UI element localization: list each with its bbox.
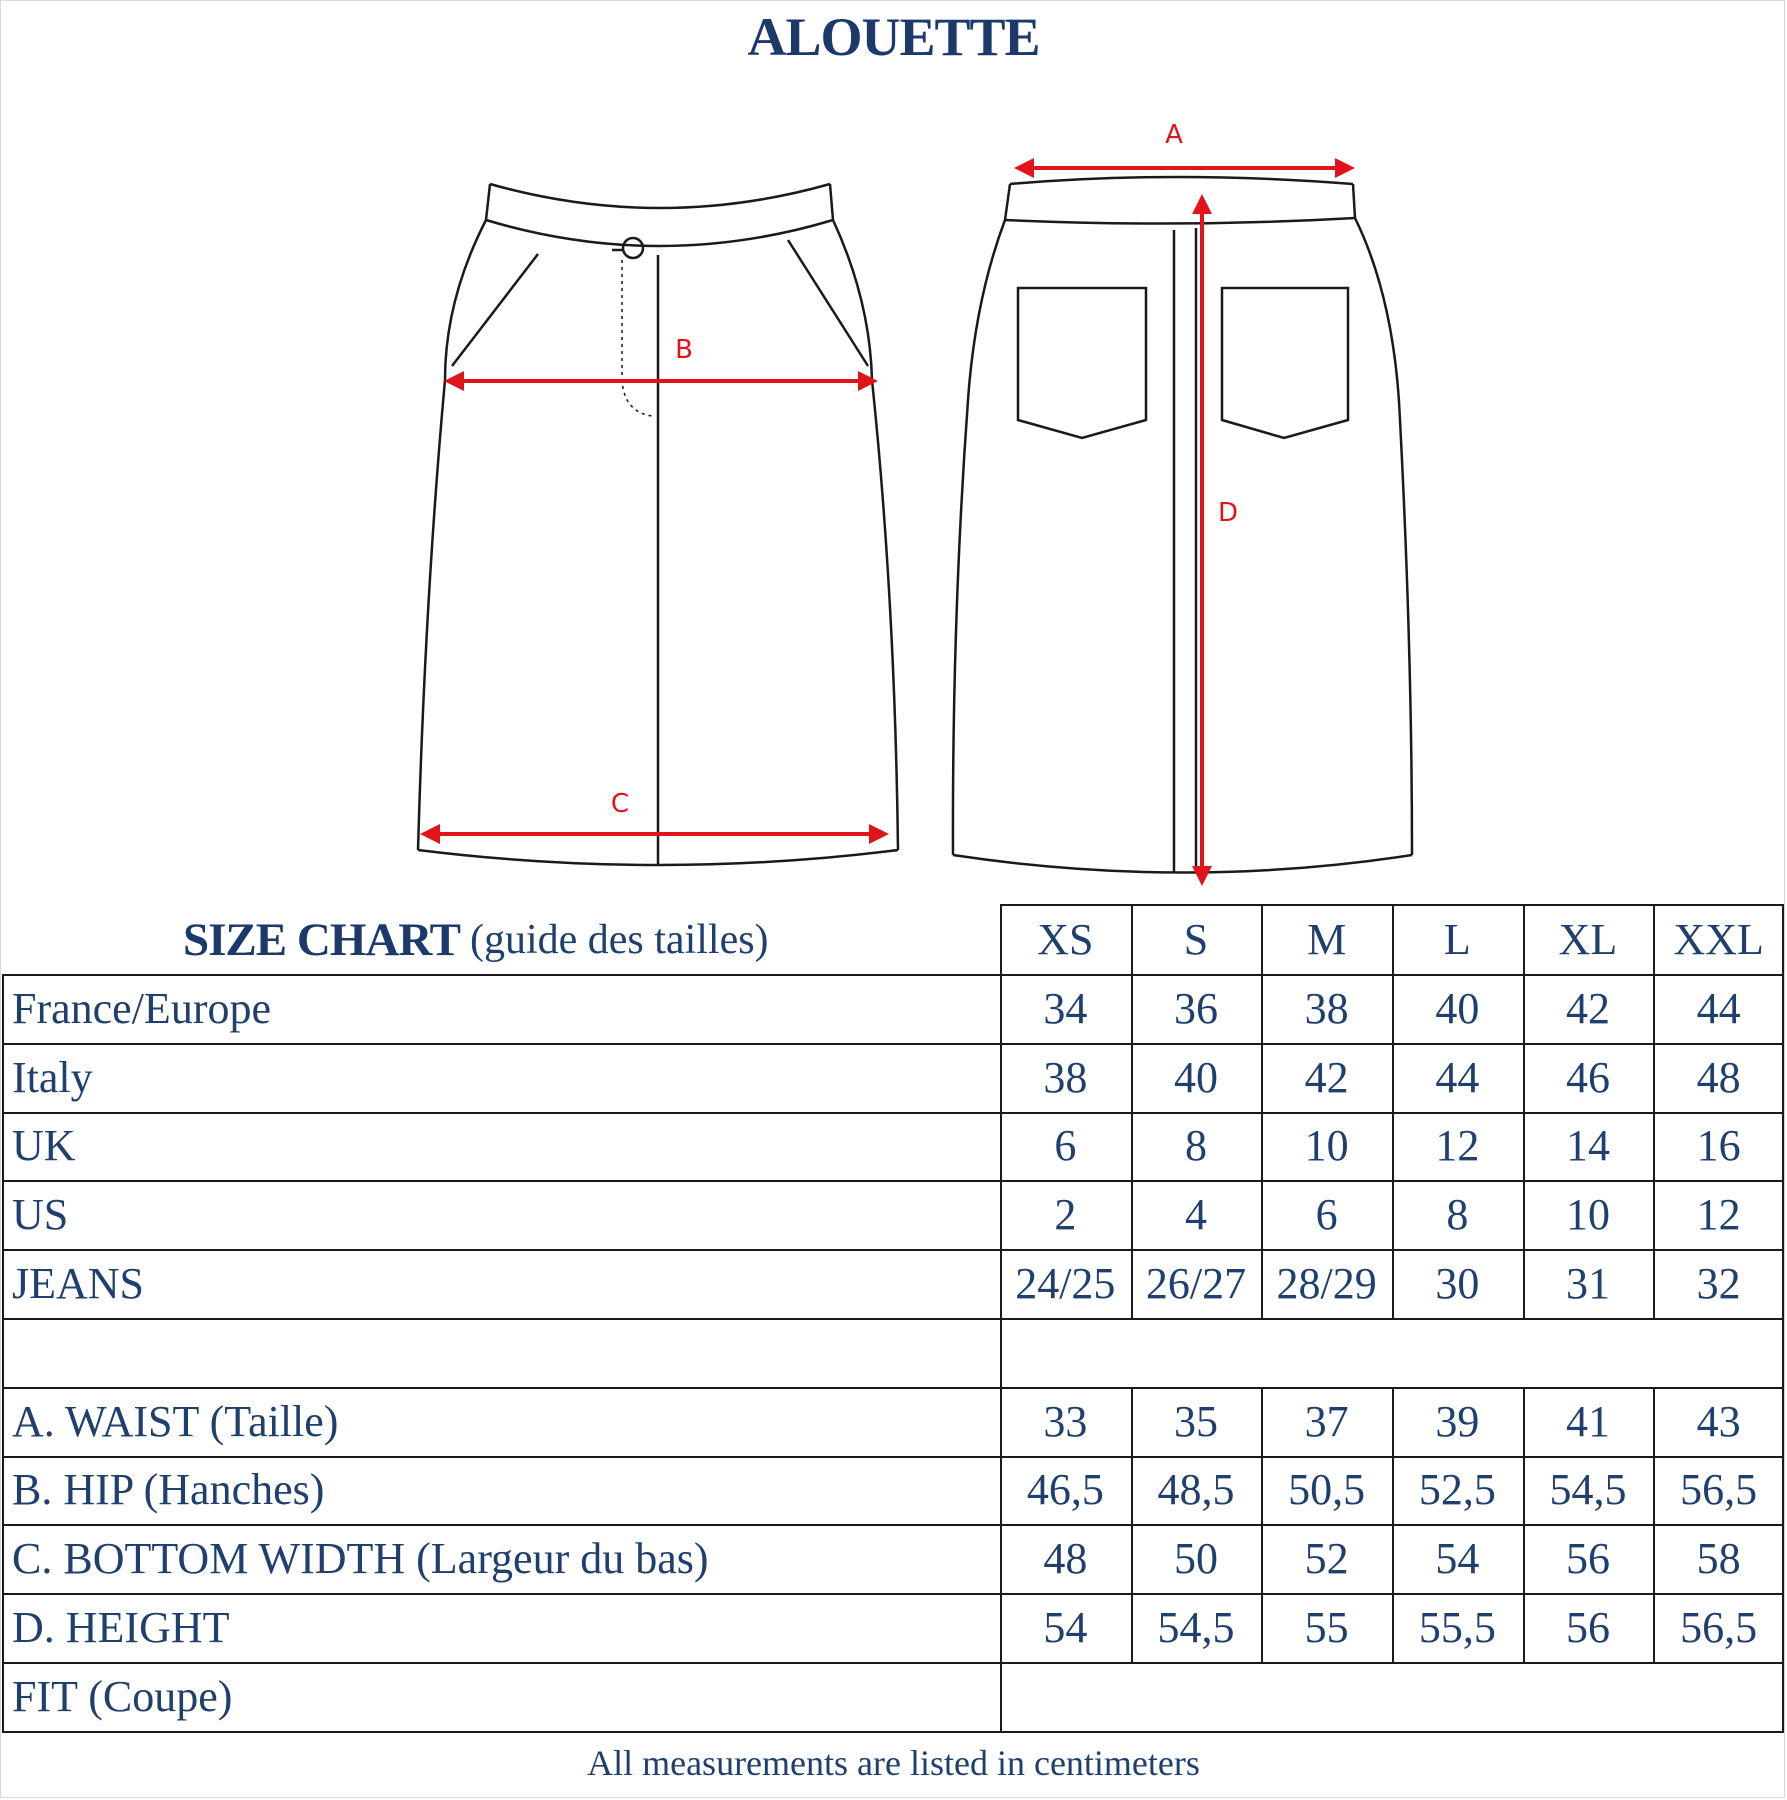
column-divider [1392, 904, 1394, 1318]
table-cell: 56 [1565, 1603, 1610, 1653]
left-border [2, 974, 4, 1731]
table-cell: 16 [1696, 1121, 1741, 1171]
table-cell: 50,5 [1288, 1465, 1366, 1515]
table-cell: 28/29 [1276, 1259, 1377, 1309]
table-cell: 39 [1435, 1396, 1480, 1446]
table-cell: 56 [1565, 1534, 1610, 1584]
column-divider [1653, 1387, 1655, 1662]
row-label: FIT (Coupe) [12, 1671, 233, 1721]
column-divider [1523, 1387, 1525, 1662]
table-cell: 8 [1446, 1190, 1469, 1240]
table-cell: 46 [1565, 1052, 1610, 1102]
row-line [2, 1318, 1784, 1320]
table-cell: 26/27 [1145, 1259, 1247, 1309]
row-label: C. BOTTOM WIDTH (Largeur du bas) [12, 1534, 709, 1584]
row-label: B. HIP (Hanches) [12, 1465, 325, 1515]
size-header-s: S [1183, 914, 1209, 964]
label-d: D [1217, 498, 1239, 528]
table-cell: 58 [1696, 1534, 1741, 1584]
column-divider [1392, 1387, 1394, 1662]
row-line [2, 1731, 1784, 1733]
table-cell: 48 [1043, 1534, 1088, 1584]
table-cell: 48,5 [1157, 1465, 1235, 1515]
table-cell: 30 [1435, 1259, 1480, 1309]
table-cell: 56,5 [1680, 1465, 1758, 1515]
table-cell: 54,5 [1549, 1465, 1627, 1515]
table-cell: 38 [1043, 1052, 1088, 1102]
table-cell: 34 [1043, 983, 1088, 1033]
table-cell: 48 [1696, 1052, 1741, 1102]
column-divider [1261, 1387, 1263, 1662]
right-border [1782, 904, 1784, 1731]
row-line [2, 1593, 1784, 1595]
table-cell: 38 [1304, 983, 1349, 1033]
size-chart-title: SIZE CHART [183, 914, 460, 966]
table-cell: 12 [1696, 1190, 1741, 1240]
size-chart-subtitle: (guide des tailles) [469, 917, 769, 963]
row-label: France/Europe [12, 983, 271, 1033]
row-line [2, 1043, 1784, 1045]
table-cell: 46,5 [1026, 1465, 1104, 1515]
row-line [2, 1662, 1784, 1664]
table-cell: 14 [1565, 1121, 1610, 1171]
column-divider [1131, 1387, 1133, 1662]
label-b: B [675, 335, 693, 365]
size-header-xxl: XXL [1673, 914, 1764, 964]
footer-note: All measurements are listed in centimeters [587, 1743, 1200, 1783]
table-cell: 37 [1304, 1396, 1349, 1446]
table-cell: 12 [1435, 1121, 1480, 1171]
table-cell: 54 [1043, 1603, 1088, 1653]
table-cell: 52 [1304, 1534, 1349, 1584]
table-cell: 32 [1696, 1259, 1741, 1309]
table-cell: 50 [1173, 1534, 1218, 1584]
row-line [2, 1180, 1784, 1182]
size-header-l: L [1443, 914, 1471, 964]
row-label: JEANS [12, 1259, 145, 1309]
table-cell: 40 [1173, 1052, 1218, 1102]
row-line [2, 1524, 1784, 1526]
label-divider [1000, 904, 1002, 1731]
row-line [2, 1456, 1784, 1458]
table-cell: 52,5 [1418, 1465, 1496, 1515]
table-cell: 54,5 [1157, 1603, 1235, 1653]
table-cell: 44 [1435, 1052, 1480, 1102]
table-cell: 43 [1696, 1396, 1741, 1446]
table-cell: 8 [1184, 1121, 1207, 1171]
column-divider [1261, 904, 1263, 1318]
table-cell: 41 [1565, 1396, 1610, 1446]
table-cell: 4 [1184, 1190, 1207, 1240]
page-title: ALOUETTE [747, 7, 1040, 67]
table-cell: 24/25 [1015, 1259, 1116, 1309]
table-cell: 40 [1435, 983, 1480, 1033]
table-cell: 2 [1054, 1190, 1077, 1240]
row-line [2, 1112, 1784, 1114]
table-cell: 33 [1043, 1396, 1088, 1446]
size-header-xs: XS [1037, 914, 1094, 964]
label-a: A [1165, 120, 1183, 150]
table-cell: 55,5 [1418, 1603, 1496, 1653]
row-label: D. HEIGHT [12, 1603, 230, 1653]
table-cell: 36 [1173, 983, 1218, 1033]
table-cell: 42 [1565, 983, 1610, 1033]
table-cell: 31 [1565, 1259, 1610, 1309]
table-cell: 35 [1173, 1396, 1218, 1446]
table-cell: 6 [1315, 1190, 1338, 1240]
table-cell: 6 [1054, 1121, 1077, 1171]
row-label: UK [12, 1121, 76, 1171]
row-label: US [12, 1190, 69, 1240]
table-cell: 10 [1304, 1121, 1349, 1171]
size-header-xl: XL [1558, 914, 1618, 964]
table-cell: 42 [1304, 1052, 1349, 1102]
table-cell: 54 [1435, 1534, 1480, 1584]
table-cell: 56,5 [1680, 1603, 1758, 1653]
row-line [2, 1249, 1784, 1251]
row-label: A. WAIST (Taille) [12, 1396, 339, 1446]
column-divider [1653, 904, 1655, 1318]
row-line [2, 974, 1784, 976]
table-cell: 10 [1565, 1190, 1610, 1240]
table-cell: 55 [1304, 1603, 1349, 1653]
label-c: C [610, 789, 630, 819]
size-header-m: M [1307, 914, 1347, 964]
column-divider [1523, 904, 1525, 1318]
column-divider [1131, 904, 1133, 1318]
row-label: Italy [12, 1052, 93, 1102]
row-line [2, 1387, 1784, 1389]
table-cell: 44 [1696, 983, 1741, 1033]
